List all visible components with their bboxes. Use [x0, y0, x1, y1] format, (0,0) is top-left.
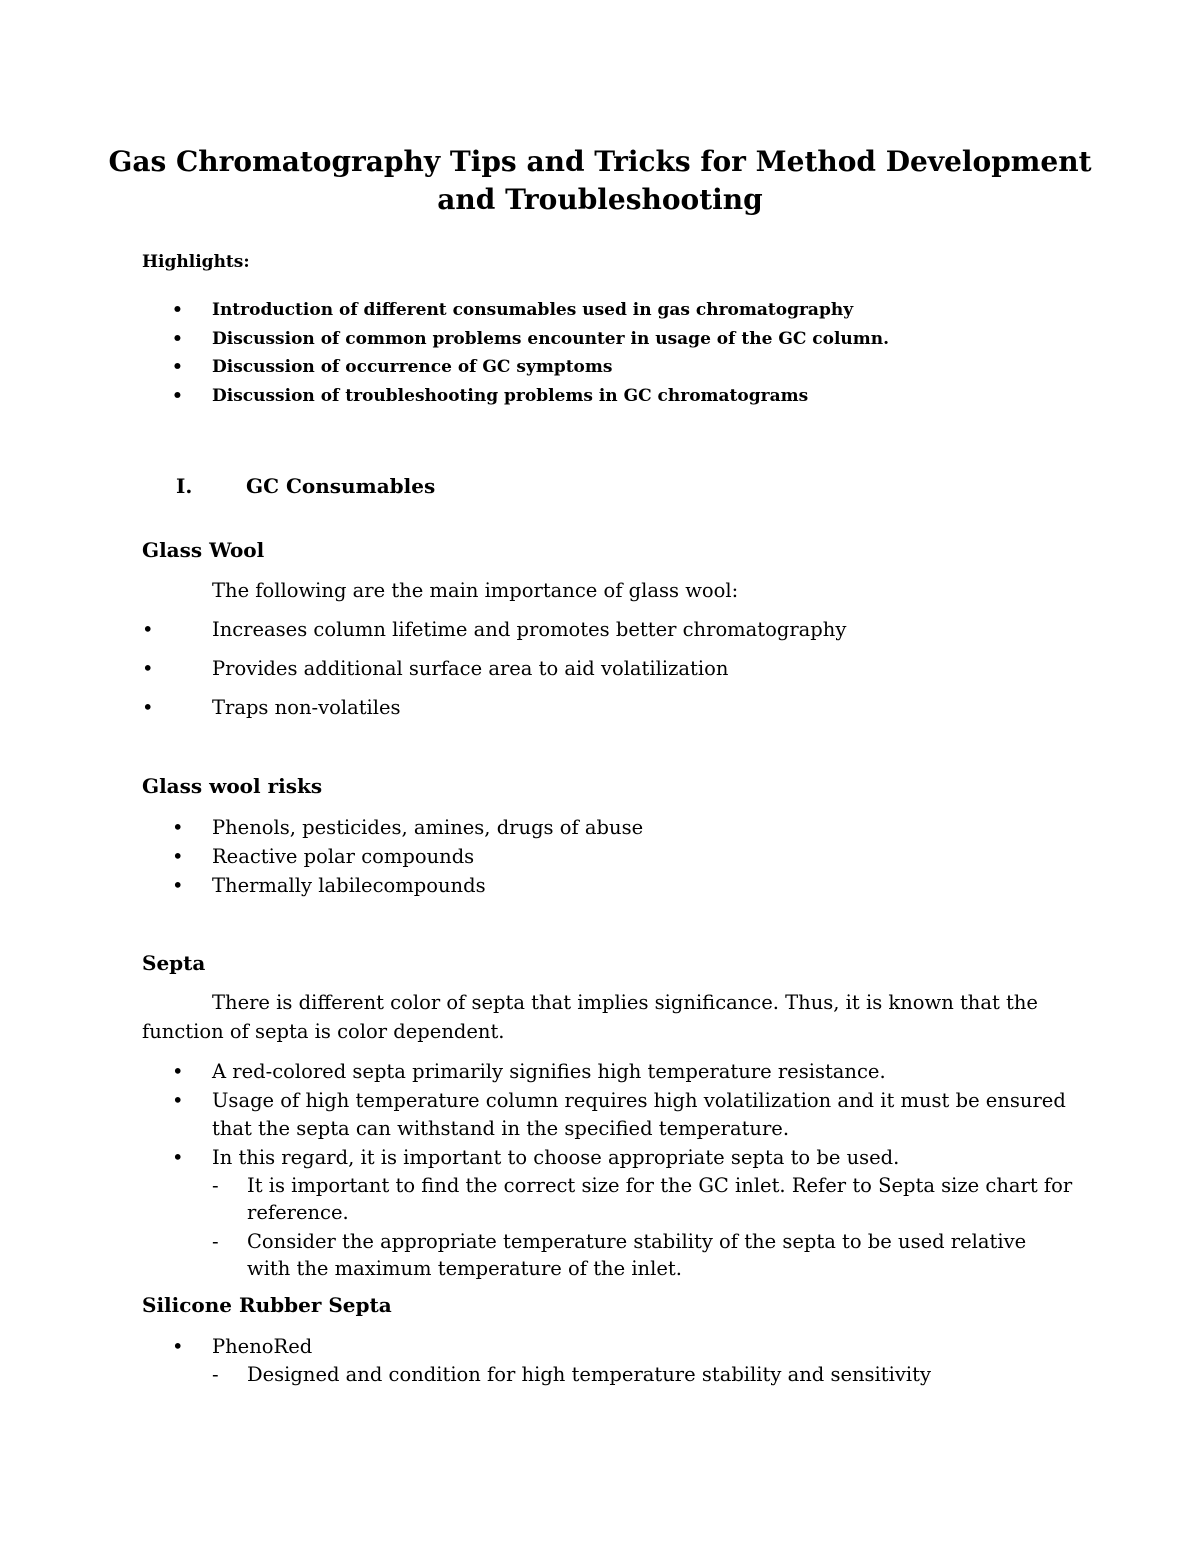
- title-line-2: and Troubleshooting: [437, 183, 763, 216]
- sublist-item: [212, 1172, 1072, 1226]
- title-line-1: Gas Chromatography Tips and Tricks for Method Development: [108, 145, 1092, 178]
- septa-sublist: [212, 1172, 1072, 1282]
- list-item: [172, 1058, 1066, 1087]
- list-item: [142, 615, 846, 654]
- bullet-glyph: •: [172, 1335, 184, 1358]
- septa-paragraph-line-1: There is different color of septa that implies significance. Thus, it is known that the: [212, 991, 1038, 1014]
- document-title: [100, 143, 1100, 219]
- bullet-glyph: •: [172, 1088, 184, 1112]
- list-item: [172, 842, 643, 871]
- section-number: I.: [176, 474, 193, 498]
- dash-glyph: -: [212, 1230, 219, 1253]
- glass-wool-intro: The following are the main importance of glass wool:: [212, 579, 739, 602]
- sublist-item: [212, 1228, 1072, 1282]
- list-item-text-line-2: that the septa can withstand in the specified temperature.: [212, 1117, 790, 1140]
- highlights-label: Highlights:: [142, 252, 250, 272]
- list-item: [172, 1332, 312, 1361]
- septa-heading: Septa: [142, 951, 206, 975]
- list-item-text: Thermally labilecompounds: [212, 874, 486, 897]
- bullet-glyph: •: [172, 1060, 184, 1083]
- glass-wool-risks-heading: Glass wool risks: [142, 774, 323, 798]
- highlights-list: [172, 296, 889, 410]
- sublist-item: [212, 1360, 931, 1389]
- septa-list: [172, 1058, 1066, 1172]
- list-item-text: Phenols, pesticides, amines, drugs of abuse: [212, 816, 644, 839]
- bullet-glyph: •: [172, 845, 184, 868]
- silicone-septa-heading: Silicone Rubber Septa: [142, 1293, 392, 1317]
- list-item: [172, 813, 643, 842]
- list-item: [172, 1087, 1066, 1144]
- list-item-text: PhenoRed: [212, 1335, 313, 1358]
- sublist-item-text: Designed and condition for high temperature stability and sensitivity: [247, 1363, 931, 1386]
- silicone-sublist: [212, 1360, 931, 1389]
- list-item: [142, 654, 846, 693]
- bullet-glyph: •: [172, 874, 184, 897]
- highlight-item: • Discussion of troubleshooting problems in GC chromatograms: [172, 382, 889, 411]
- glass-wool-heading: Glass Wool: [142, 538, 265, 562]
- list-item-text: In this regard, it is important to choose appropriate septa to be used.: [212, 1145, 900, 1169]
- list-item-text: A red-colored septa primarily signifies high temperature resistance.: [212, 1060, 886, 1083]
- list-item: [172, 871, 643, 900]
- section-title: GC Consumables: [246, 474, 436, 498]
- list-item-text-line-1: Usage of high temperature column requires high volatilization and it must be ensured: [212, 1088, 1066, 1112]
- bullet-glyph: •: [172, 1145, 184, 1169]
- list-item-text: Provides additional surface area to aid volatilization: [212, 657, 729, 680]
- bullet-glyph: •: [142, 618, 154, 641]
- silicone-list: [172, 1332, 312, 1361]
- glass-wool-list: [142, 615, 846, 732]
- list-item-text: Increases column lifetime and promotes better chromatography: [212, 618, 847, 641]
- septa-paragraph-line-2: function of septa is color dependent.: [142, 1020, 505, 1043]
- highlight-item: • Discussion of common problems encounter in usage of the GC column.: [172, 325, 889, 354]
- highlight-item: • Introduction of different consumables used in gas chromatography: [172, 296, 889, 325]
- list-item: [172, 1144, 1066, 1173]
- sublist-item-text-line-1: It is important to find the correct size for the GC inlet. Refer to Septa size chart for: [247, 1174, 1073, 1197]
- septa-paragraph: [142, 988, 1062, 1046]
- list-item-text: Reactive polar compounds: [212, 845, 475, 868]
- dash-glyph: -: [212, 1363, 219, 1386]
- dash-glyph: -: [212, 1174, 219, 1197]
- bullet-glyph: •: [142, 696, 154, 719]
- bullet-glyph: •: [172, 816, 184, 839]
- sublist-item-text-line-2: with the maximum temperature of the inlet.: [247, 1257, 682, 1280]
- sublist-item-text-line-2: reference.: [247, 1201, 349, 1224]
- highlight-item: • Discussion of occurrence of GC symptoms: [172, 353, 889, 382]
- list-item: [142, 693, 846, 732]
- bullet-glyph: •: [142, 657, 154, 680]
- list-item-text: Traps non-volatiles: [212, 696, 401, 719]
- sublist-item-text-line-1: Consider the appropriate temperature stability of the septa to be used relative: [247, 1230, 1027, 1253]
- glass-wool-risks-list: [172, 813, 643, 900]
